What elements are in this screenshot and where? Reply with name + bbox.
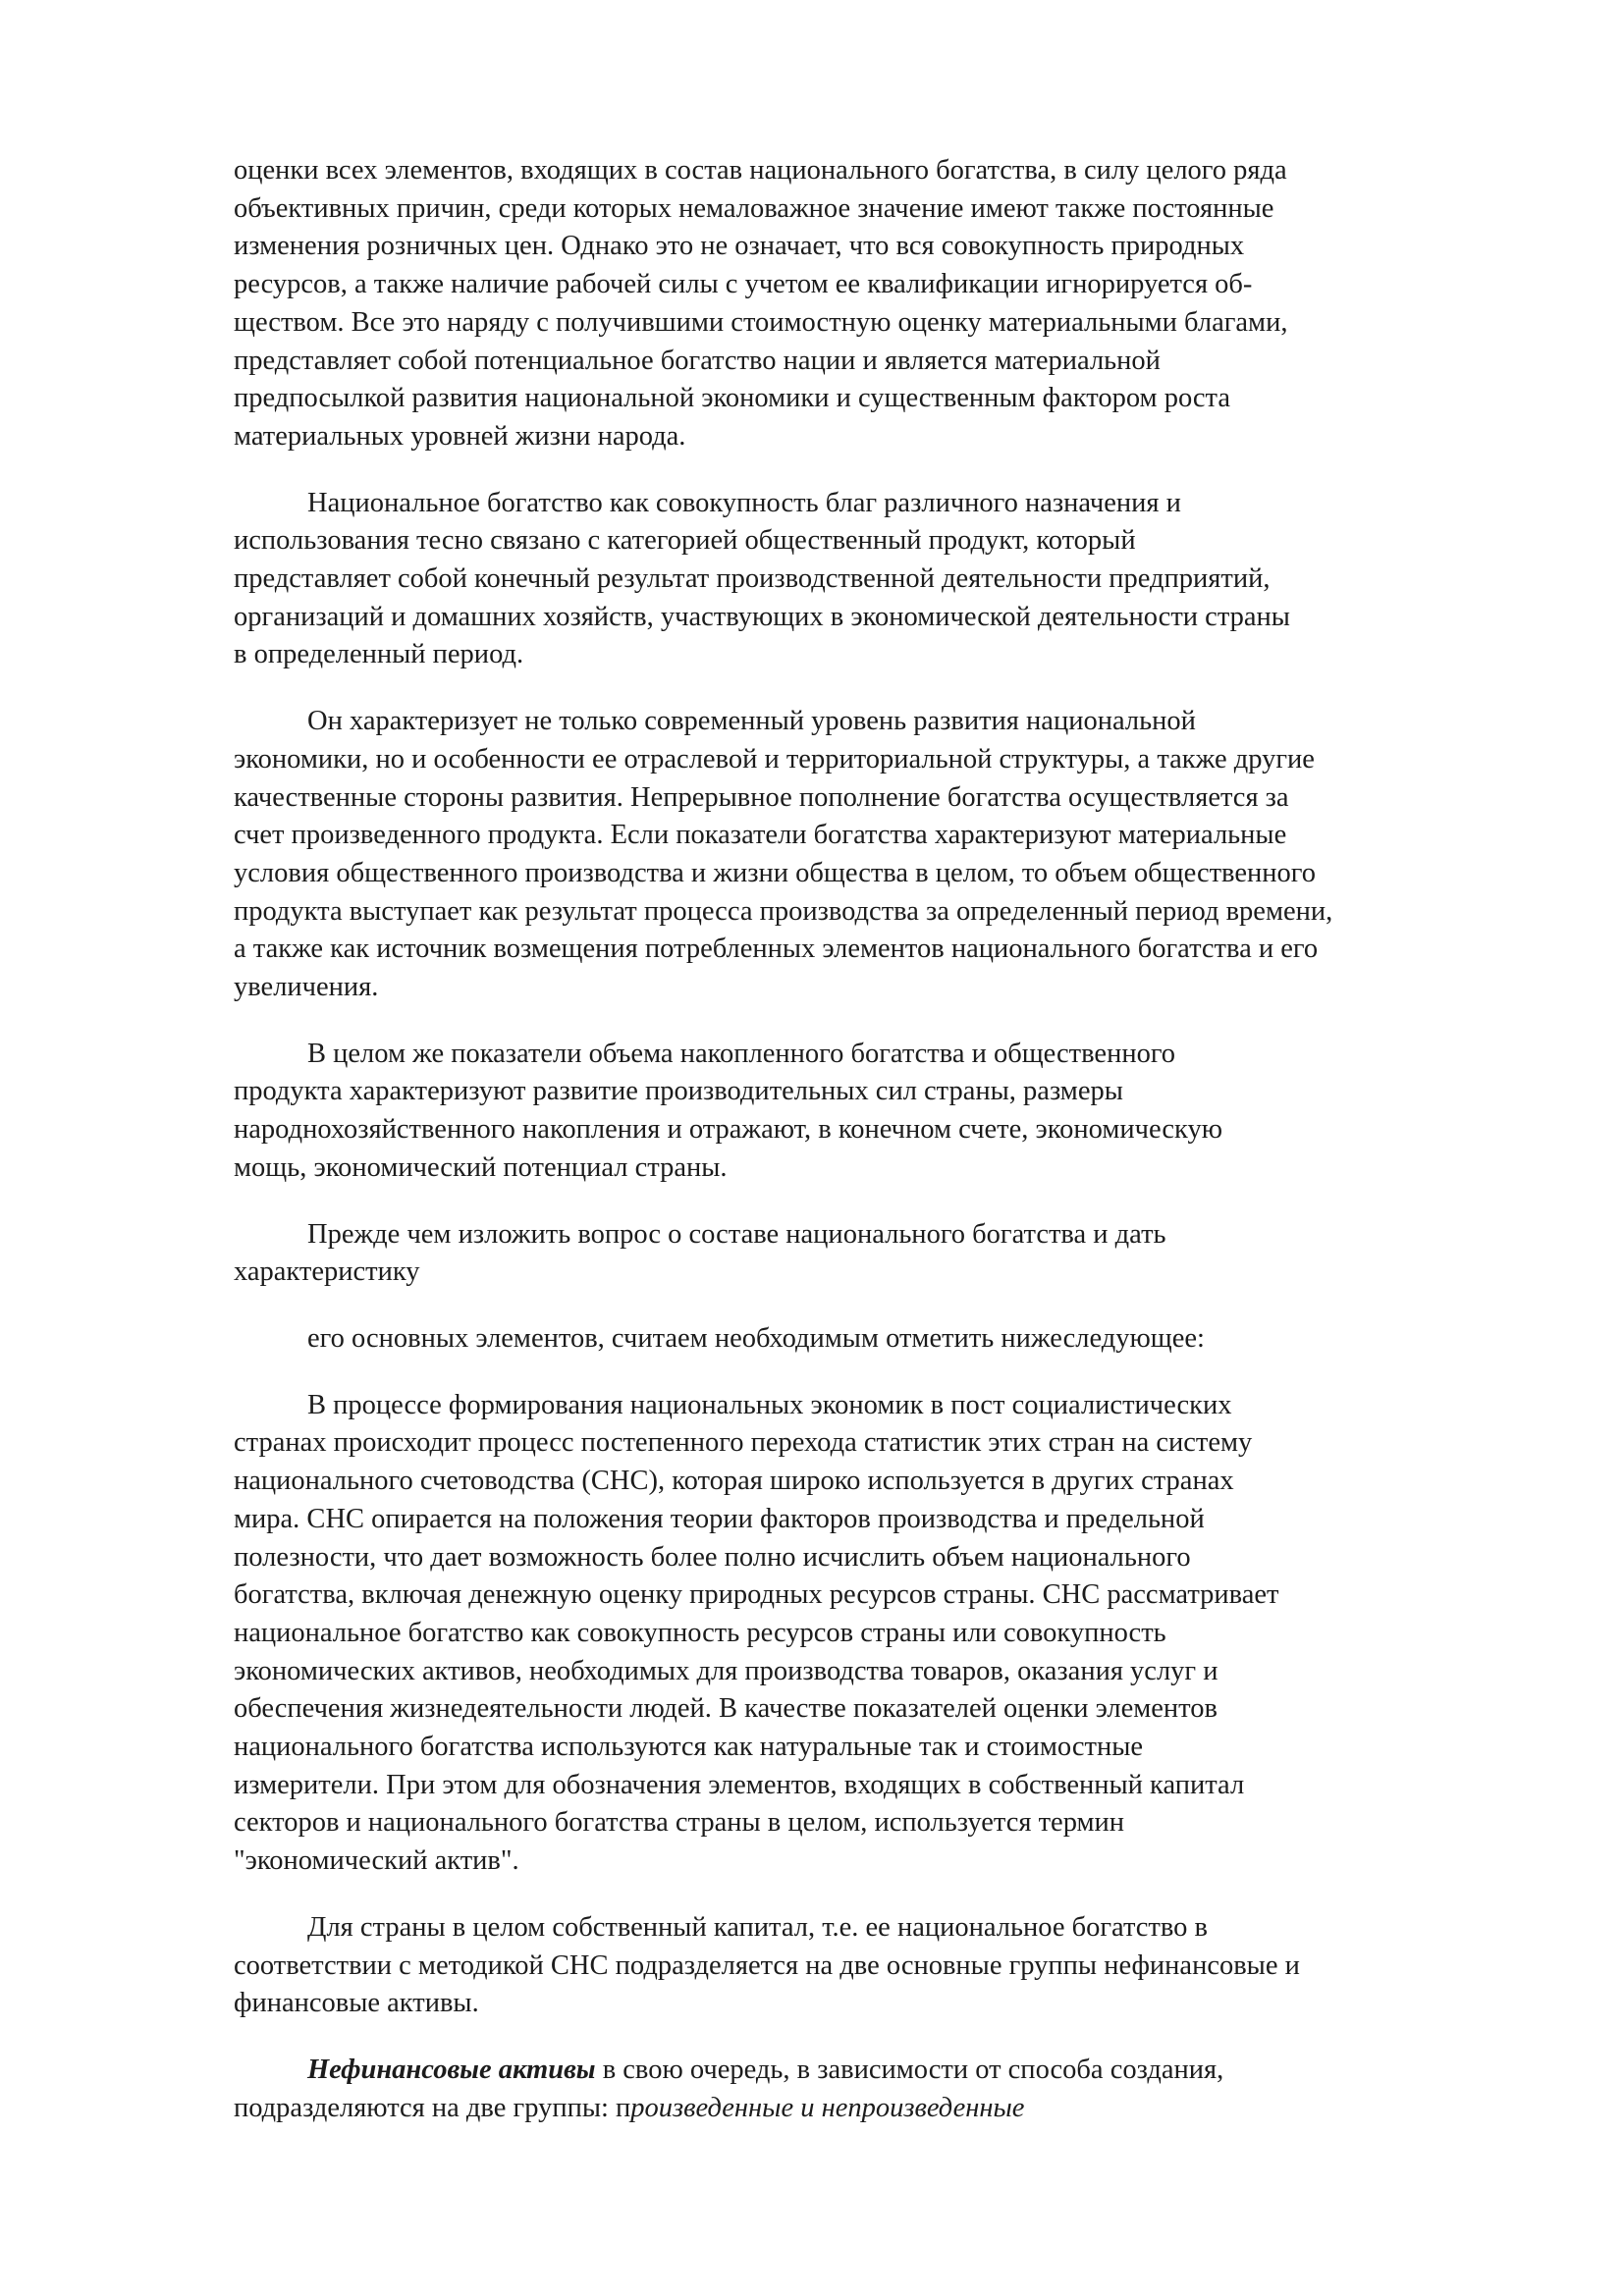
text-line: качественные стороны развития. Непрерывное пополнение богатства осуществляется за	[234, 781, 1289, 813]
text-line: а также как источник возмещения потребленных элементов национального богатства и его	[234, 934, 1319, 965]
text-line: изменения розничных цен. Однако это не означает, что вся совокупность природных	[234, 231, 1245, 262]
text-line: "экономический актив".	[234, 1845, 519, 1877]
document-page	[234, 152, 1510, 2127]
text-line: Национальное богатство как совокупность благ различного назначения и	[307, 487, 1181, 518]
text-line: продукта характеризуют развитие производительных сил страны, размеры	[234, 1076, 1123, 1107]
text-line: национального богатства используются как натуральные так и стоимостные	[234, 1732, 1144, 1763]
text-line: условия общественного производства и жизни общества в целом, то объем общественного	[234, 857, 1316, 888]
paragraph-8	[234, 1909, 1510, 2023]
text-line	[234, 2052, 1510, 2090]
text-line: секторов и национального богатства страны в целом, используется термин	[234, 1807, 1125, 1839]
text-line: предпосылкой развития национальной экономики и существенным фактором роста	[234, 383, 1231, 414]
text-line: его основных элементов, считаем необходимым отметить нижеследующее:	[307, 1322, 1205, 1354]
text-line: народнохозяйственного накопления и отражают, в конечном счете, экономическую	[234, 1114, 1222, 1146]
text-line: мира. СНС опирается на положения теории факторов производства и предельной	[234, 1503, 1205, 1534]
paragraph-1	[234, 152, 1510, 456]
text-line: национального счетоводства (СНС), которая широко используется в других странах	[234, 1466, 1234, 1497]
paragraph-6	[234, 1320, 1510, 1359]
text-line: счет произведенного продукта. Если показатели богатства характеризуют материальные	[234, 820, 1287, 851]
text-line: в определенный период.	[234, 639, 524, 670]
text-line: В целом же показатели объема накопленного богатства и общественного	[307, 1038, 1176, 1069]
text-line: объективных причин, среди которых немаловажное значение имеют также постоянные	[234, 192, 1274, 224]
paragraph-9	[234, 2052, 1510, 2127]
text-line: экономики, но и особенности ее отраслевой и территориальной структуры, а также другие	[234, 743, 1315, 774]
text-line: полезности, что дает возможность более полно исчислить объем национального	[234, 1541, 1191, 1573]
text-line	[234, 2090, 1510, 2128]
text-line: мощь, экономический потенциал страны.	[234, 1151, 728, 1183]
text-line: организаций и домашних хозяйств, участвующих в экономической деятельности страны	[234, 601, 1290, 632]
text-line: оценки всех элементов, входящих в состав национального богатства, в силу целого ряда	[234, 155, 1287, 186]
text-line: В процессе формирования национальных экономик в пост социалистических	[307, 1389, 1232, 1420]
text-line: ществом. Все это наряду с получившими стоимостную оценку материальными благами,	[234, 306, 1288, 338]
text-line: продукта выступает как результат процесса производства за определенный период времени,	[234, 895, 1333, 927]
text-line: Он характеризует не только современный уровень развития национальной	[307, 706, 1196, 737]
text-line: использования тесно связано с категорией общественный продукт, который	[234, 525, 1136, 557]
text-line: характеристику	[234, 1256, 420, 1288]
text-line: национальное богатство как совокупность ресурсов страны или совокупность	[234, 1617, 1166, 1648]
text-line: соответствии с методикой СНС подразделяется на две основные группы нефинансовые и	[234, 1949, 1300, 1981]
bold-italic-term: Нефинансовые активы	[307, 2054, 596, 2085]
paragraph-5	[234, 1216, 1510, 1292]
text-fragment: в свою очередь, в зависимости от способа создания,	[595, 2054, 1224, 2085]
paragraph-2	[234, 485, 1510, 675]
text-line: Для страны в целом собственный капитал, т.е. ее национальное богатство в	[307, 1911, 1208, 1943]
text-line: представляет собой конечный результат производственной деятельности предприятий,	[234, 563, 1271, 595]
text-line: представляет собой потенциальное богатство нации и является материальной	[234, 345, 1161, 376]
text-line: Прежде чем изложить вопрос о составе национального богатства и дать	[307, 1218, 1166, 1250]
text-fragment: подразделяются на две группы: п	[234, 2092, 631, 2123]
text-line: богатства, включая денежную оценку природных ресурсов страны. СНС рассматривает	[234, 1579, 1279, 1611]
text-line: экономических активов, необходимых для производства товаров, оказания услуг и	[234, 1655, 1218, 1686]
text-line: обеспечения жизнедеятельности людей. В качестве показателей оценки элементов	[234, 1693, 1218, 1725]
paragraph-7	[234, 1387, 1510, 1881]
text-line: измерители. При этом для обозначения элементов, входящих в собственный капитал	[234, 1769, 1245, 1800]
paragraph-4	[234, 1036, 1510, 1188]
text-line: ресурсов, а также наличие рабочей силы с учетом ее квалификации игнорируется об-	[234, 269, 1253, 300]
text-line: увеличения.	[234, 972, 379, 1003]
paragraph-3	[234, 703, 1510, 1007]
italic-fragment: роизведенные и непроизведенные	[630, 2092, 1025, 2123]
text-line: материальных уровней жизни народа.	[234, 420, 686, 452]
text-line: финансовые активы.	[234, 1988, 479, 2019]
text-line: странах происходит процесс постепенного перехода статистик этих стран на систему	[234, 1427, 1253, 1459]
